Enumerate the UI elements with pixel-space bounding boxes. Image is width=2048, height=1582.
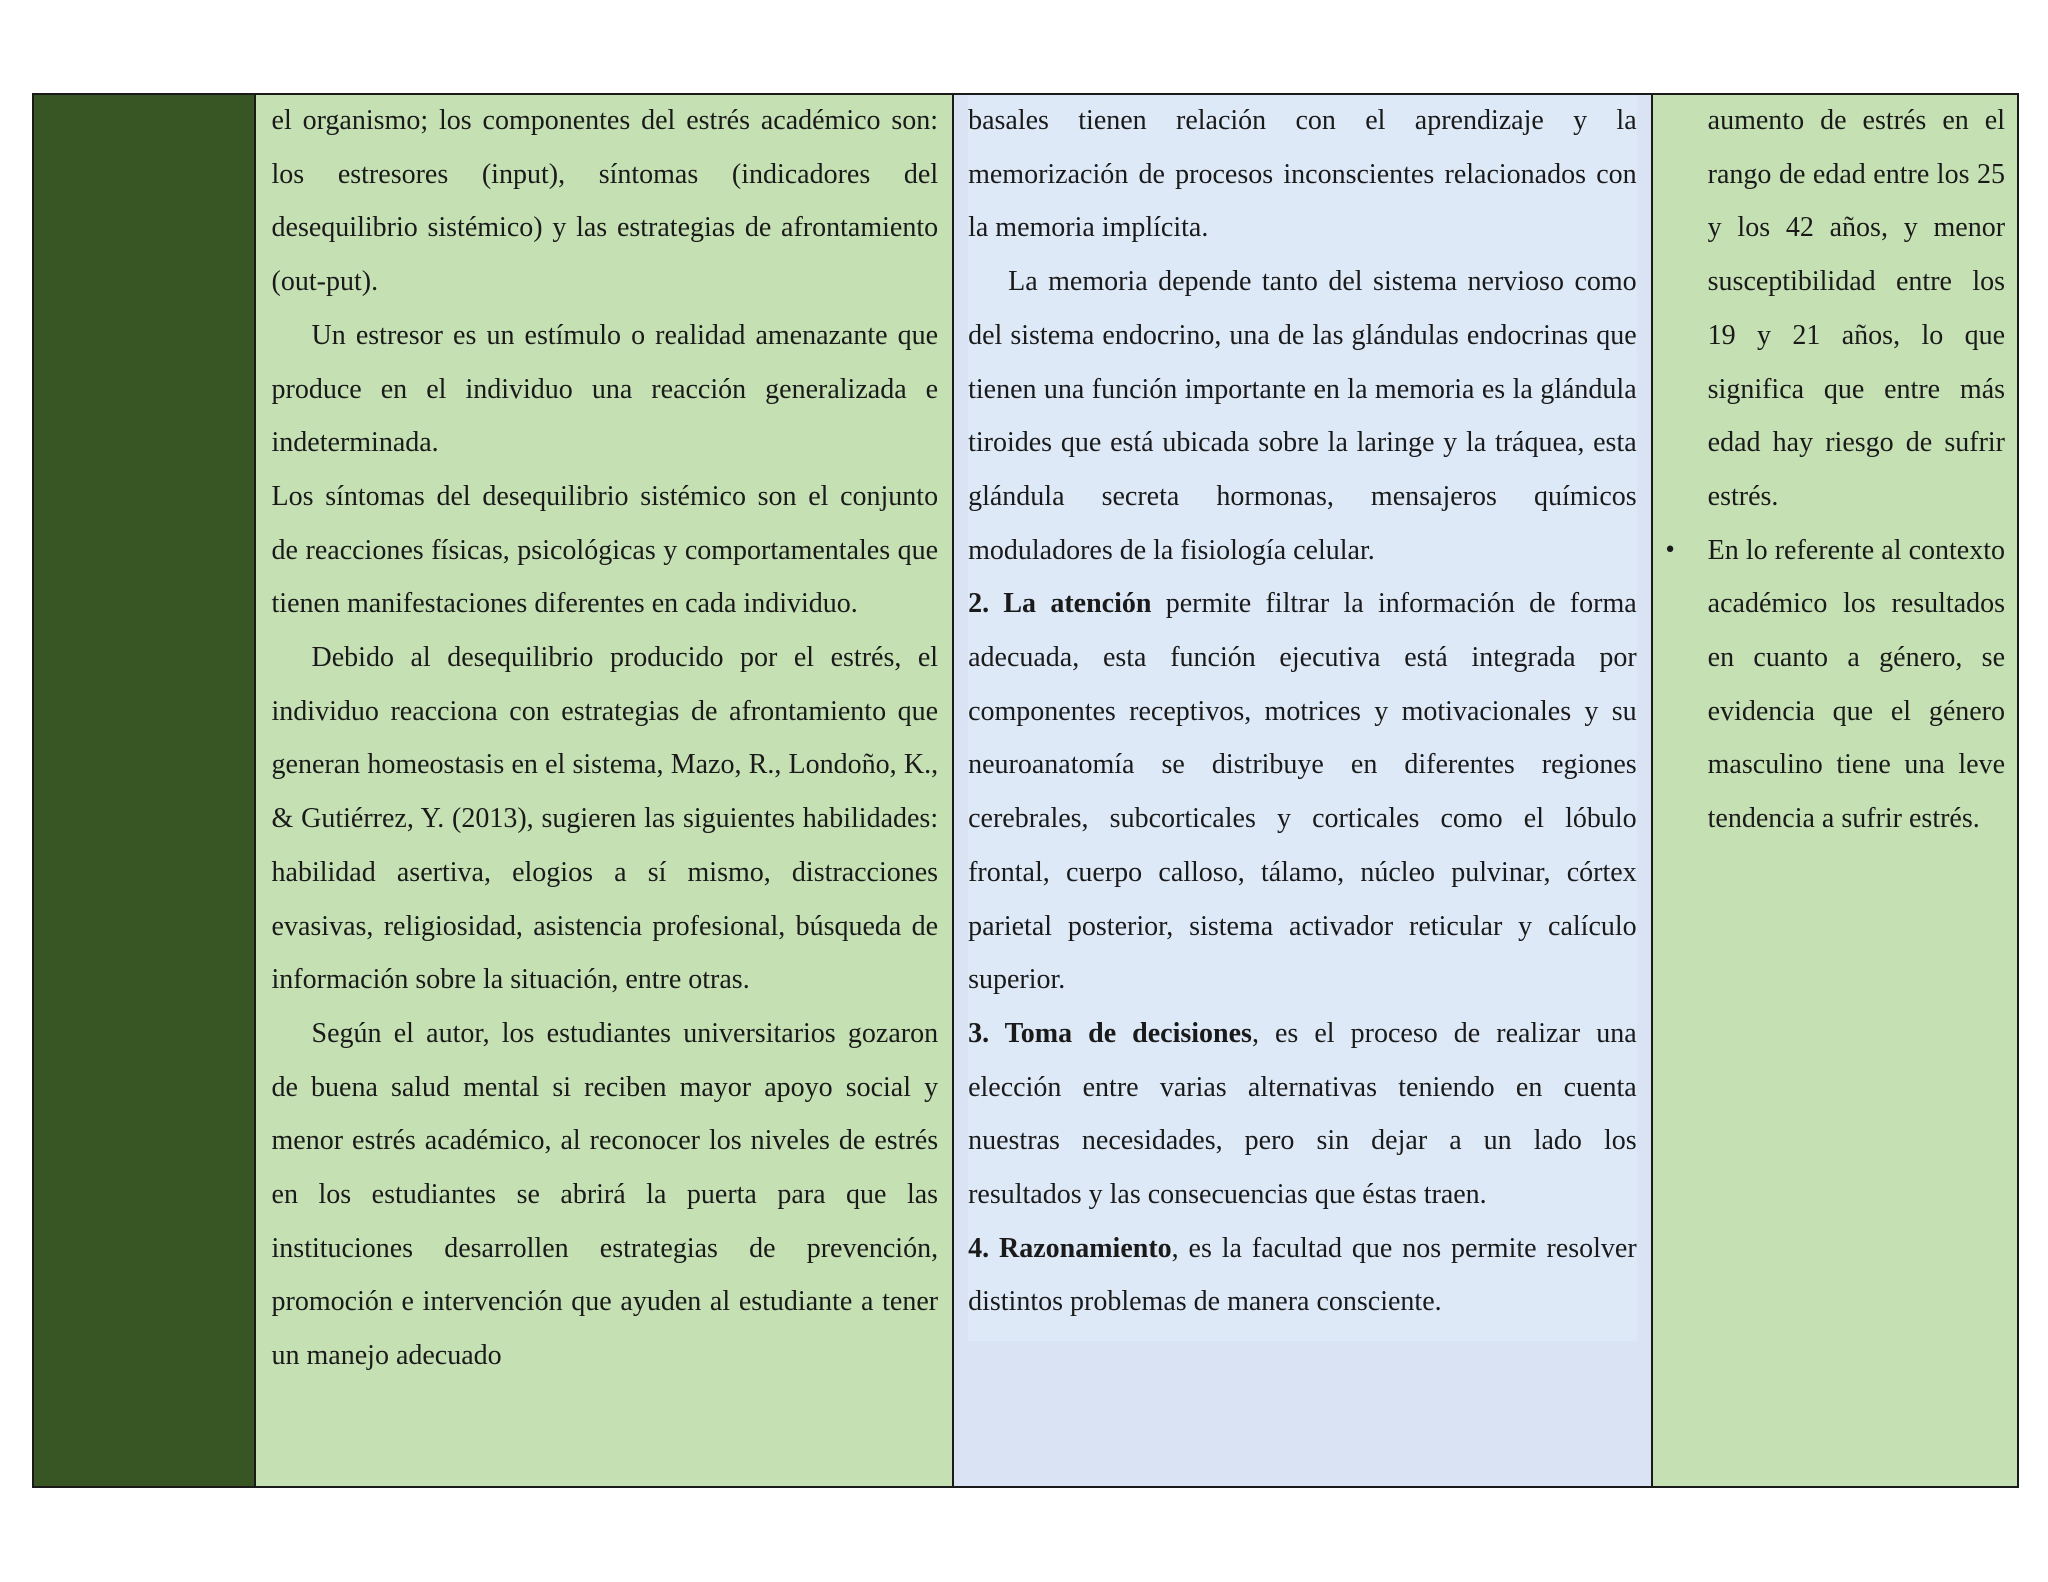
paragraph-stress-components: el organismo; los componentes del estrés académico son: los estresores (input), síntomas (indicadores del desequilibrio sistémico) y las estrategias de afrontamiento (out-put). [271,105,939,298]
text-decisions: , es el proceso de realizar una elección entre varias alternativas teniendo en cuenta nuestras necesidades, pero sin dejar a un lado los resultados y las consecuencias que éstas traen. [968,1017,1637,1211]
text-reasoning: , es la facultad que nos permite resolver distintos problemas de manera consciente. [968,1232,1637,1318]
bullet-item-gender [1663,524,2006,846]
paragraph-author: Según el autor, los estudiantes universitarios gozaron de buena salud mental si reciben mayor apoyo social y menor estrés académico, al reconocer los niveles de estrés en los estudiantes se abrirá la puerta para que las instituciones desarrollen estrategias de prevención, promoción e intervención que ayuden al estudiante a tener un manejo adecuado [271,1017,939,1372]
paragraph-reasoning [968,1222,1637,1329]
concepts-column [952,95,1651,1486]
paragraph-basal: basales tienen relación con el aprendizaje y la memorización de procesos inconscientes relacionados con la memoria implícita. [968,105,1637,244]
heading-reasoning: 4. Razonamiento [968,1232,1172,1264]
framework-column [254,95,953,1486]
text-attention: permite filtrar la información de forma adecuada, esta función ejecutiva está integrada por componentes receptivos, motrices y motivacionales y su neuroanatomía se distribuye en diferentes regiones cerebrales, subcorticales y corticales como el lóbulo frontal, cuerpo calloso, tálamo, núcleo pulvinar, córtex parietal posterior, sistema activador reticular y calículo superior. [968,588,1637,996]
heading-attention: 2. La atención [968,588,1152,620]
content-table [32,93,2019,1488]
paragraph-attention [968,577,1637,1007]
concepts-text-area [968,95,1637,1341]
paragraph-age-results: aumento de estrés en el rango de edad entre los 25 y los 42 años, y menor susceptibilidad entre los 19 y 21 años, lo que significa que entre más edad hay riesgo de sufrir estrés. [1707,105,2006,512]
bullet-icon: • [1663,537,1677,563]
paragraph-symptoms: Los síntomas del desequilibrio sistémico son el conjunto de reacciones físicas, psicológicas y comportamentales que tienen manifestaciones diferentes en cada individuo. [271,480,939,620]
left-header-column [34,95,254,1486]
paragraph-gender-results: En lo referente al contexto académico los resultados en cuanto a género, se evidencia que el género masculino tiene una leve tendencia a sufrir estrés. [1707,534,2006,835]
paragraph-decisions [968,1007,1637,1222]
paragraph-stressor: Un estresor es un estímulo o realidad amenazante que produce en el individuo una reacción generalizada e indeterminada. [271,319,939,459]
heading-decisions: 3. Toma de decisiones [968,1017,1252,1049]
paragraph-coping: Debido al desequilibrio producido por el estrés, el individuo reacciona con estrategias de afrontamiento que generan homeostasis en el sistema, Mazo, R., Londoño, K., & Gutiérrez, Y. (2013), sugieren las siguientes habilidades: habilidad asertiva, elogios a sí mismo, distracciones evasivas, religiosidad, asistencia profesional, búsqueda de información sobre la situación, entre otras. [271,642,939,996]
results-column [1651,95,2017,1486]
paragraph-memory: La memoria depende tanto del sistema nervioso como del sistema endocrino, una de las glándulas endocrinas que tienen una función importante en la memoria es la glándula tiroides que está ubicada sobre la laringe y la tráquea, esta glándula secreta hormonas, mensajeros químicos moduladores de la fisiología celular. [968,266,1637,566]
